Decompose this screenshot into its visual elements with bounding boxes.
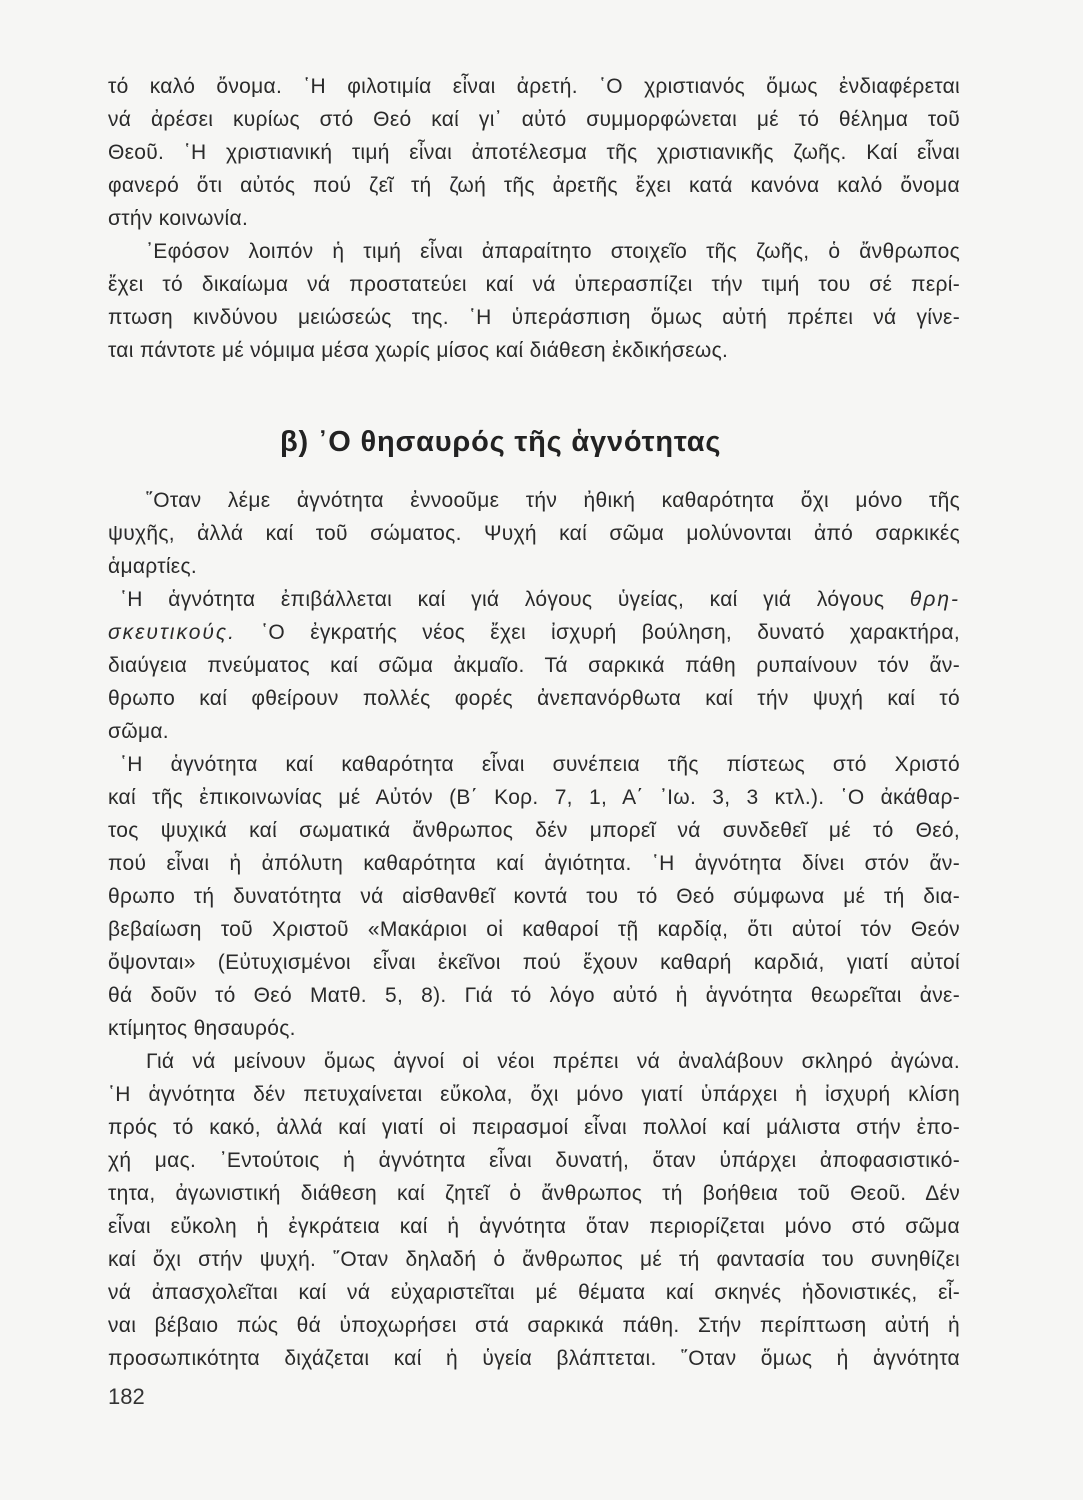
text-line: εἶναι εὔκολη ἡ ἐγκράτεια καί ἡ ἁγνότητα ὅταν περιορίζεται μόνο στό σῶμα xyxy=(108,1215,960,1238)
text-line: θρωπο καί φθείρουν πολλές φορές ἀνεπανόρθωτα καί τήν ψυχή καί τό xyxy=(108,687,960,710)
text-line: πρός τό κακό, ἀλλά καί γιατί οἱ πειρασμοί εἶναι πολλοί καί μάλιστα στήν ἐπο- xyxy=(108,1116,960,1139)
text-line: ἁμαρτίες. xyxy=(108,555,198,578)
text-line: ἔχει τό δικαίωμα νά προστατεύει καί νά ὑπερασπίζει τήν τιμή του σέ περί- xyxy=(108,273,960,296)
text-span: ῾Η ἁγνότητα ἐπιβάλλεται καί γιά λόγους ὑγείας, καί γιά λόγους xyxy=(120,588,885,611)
text-line: καί ὄχι στήν ψυχή. ῞Οταν δηλαδή ὁ ἄνθρωπος μέ τή φαντασία του συνηθίζει xyxy=(108,1248,960,1271)
text-line: ται πάντοτε μέ νόμιμα μέσα χωρίς μίσος καί διάθεση ἐκδικήσεως. xyxy=(108,339,729,362)
text-line: Θεοῦ. ῾Η χριστιανική τιμή εἶναι ἀποτέλεσμα τῆς χριστιανικῆς ζωῆς. Καί εἶναι xyxy=(108,141,960,164)
text-line: χή μας. ᾿Εντούτοις ἡ ἁγνότητα εἶναι δυνατή, ὅταν ὑπάρχει ἀποφασιστικό- xyxy=(108,1149,960,1172)
italic-text: σκευτικούς. xyxy=(108,621,236,644)
section-heading: β) ᾿Ο θησαυρός τῆς ἁγνότητας xyxy=(280,426,722,458)
text-line: βεβαίωση τοῦ Χριστοῦ «Μακάριοι οἱ καθαροί τῇ καρδίᾳ, ὅτι αὐτοί τόν Θεόν xyxy=(108,918,960,941)
text-line: τό καλό ὄνομα. ῾Η φιλοτιμία εἶναι ἀρετή. ῾Ο χριστιανός ὅμως ἐνδιαφέρεται xyxy=(108,75,960,98)
text-line xyxy=(108,618,960,650)
text-line: προσωπικότητα διχάζεται καί ἡ ὑγεία βλάπτεται. ῞Οταν ὅμως ἡ ἁγνότητα xyxy=(108,1347,960,1370)
text-line: τος ψυχικά καί σωματικά ἄνθρωπος δέν μπορεῖ νά συνδεθεῖ μέ τό Θεό, xyxy=(108,819,960,842)
text-line: σῶμα. xyxy=(108,720,169,743)
text-line: ναι βέβαιο πώς θά ὑποχωρήσει στά σαρκικά πάθη. Στήν περίπτωση αὐτή ἡ xyxy=(108,1314,960,1337)
text-line: ψυχῆς, ἀλλά καί τοῦ σώματος. Ψυχή καί σῶμα μολύνονται ἀπό σαρκικές xyxy=(108,522,960,545)
text-line xyxy=(120,585,960,617)
text-line: στήν κοινωνία. xyxy=(108,207,249,230)
text-line: κτίμητος θησαυρός. xyxy=(108,1017,296,1040)
page-number: 182 xyxy=(108,1384,145,1409)
text-line: διαύγεια πνεύματος καί σῶμα ἀκμαῖο. Τά σαρκικά πάθη ρυπαίνουν τόν ἄν- xyxy=(108,654,960,677)
text-line: φανερό ὅτι αὐτός πού ζεῖ τή ζωή τῆς ἀρετῆς ἔχει κατά κανόνα καλό ὄνομα xyxy=(108,174,960,197)
text-line: Γιά νά μείνουν ὅμως ἁγνοί οἱ νέοι πρέπει νά ἀναλάβουν σκληρό ἀγώνα. xyxy=(146,1050,960,1073)
text-line: ῾Η ἁγνότητα δέν πετυχαίνεται εὔκολα, ὄχι μόνο γιατί ὑπάρχει ἡ ἰσχυρή κλίση xyxy=(108,1083,960,1106)
text-line: ὄψονται» (Εὐτυχισμένοι εἶναι ἐκεῖνοι πού ἔχουν καθαρή καρδιά, γιατί αὐτοί xyxy=(108,951,960,974)
text-line: θρωπο τή δυνατότητα νά αἰσθανθεῖ κοντά του τό Θεό σύμφωνα μέ τή δια- xyxy=(108,885,960,908)
text-line: ῞Οταν λέμε ἁγνότητα ἐννοοῦμε τήν ἠθική καθαρότητα ὄχι μόνο τῆς xyxy=(146,489,960,512)
text-line: νά ἀρέσει κυρίως στό Θεό καί γι᾿ αὐτό συμμορφώνεται μέ τό θέλημα τοῦ xyxy=(108,108,960,131)
text-line: ῾Η ἁγνότητα καί καθαρότητα εἶναι συνέπεια τῆς πίστεως στό Χριστό xyxy=(120,753,960,776)
text-line: καί τῆς ἐπικοινωνίας μέ Αὐτόν (Β΄ Κορ. 7, 1, Α΄ ᾿Ιω. 3, 3 κτλ.). ῾Ο ἀκάθαρ- xyxy=(108,786,960,809)
text-line: πού εἶναι ἡ ἀπόλυτη καθαρότητα καί ἁγιότητα. ῾Η ἁγνότητα δίνει στόν ἄν- xyxy=(108,852,960,875)
text-line: θά δοῦν τό Θεό Ματθ. 5, 8). Γιά τό λόγο αὐτό ἡ ἁγνότητα θεωρεῖται ἀνε- xyxy=(108,984,960,1007)
text-line: νά ἀπασχολεῖται καί νά εὐχαριστεῖται μέ θέματα καί σκηνές ἡδονιστικές, εἶ- xyxy=(108,1281,960,1304)
text-line: πτωση κινδύνου μειώσεώς της. ῾Η ὑπεράσπιση ὅμως αὐτή πρέπει νά γίνε- xyxy=(108,306,960,329)
text-line: τητα, ἀγωνιστική διάθεση καί ζητεῖ ὁ ἄνθρωπος τή βοήθεια τοῦ Θεοῦ. Δέν xyxy=(108,1182,960,1205)
text-span: ῾Ο ἐγκρατής νέος ἔχει ἰσχυρή βούληση, δυνατό χαρακτήρα, xyxy=(261,621,961,644)
italic-text: θρη- xyxy=(909,588,960,611)
text-line: ᾿Εφόσον λοιπόν ἡ τιμή εἶναι ἀπαραίτητο στοιχεῖο τῆς ζωῆς, ὁ ἄνθρωπος xyxy=(146,240,960,263)
